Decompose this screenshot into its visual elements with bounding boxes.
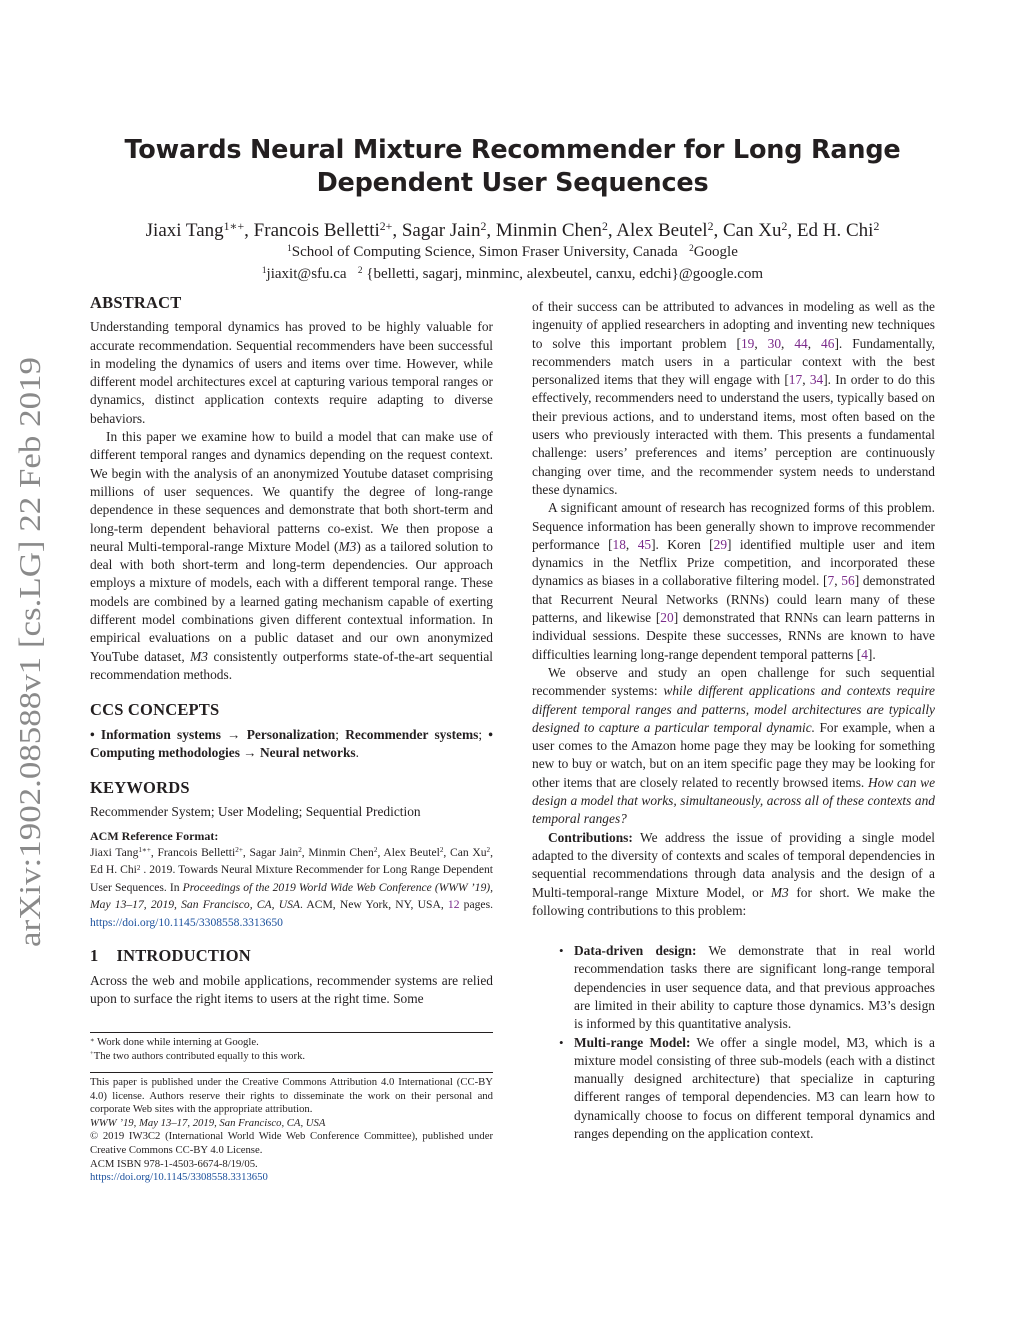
author: Francois Belletti: [253, 220, 380, 241]
citation[interactable]: 29: [713, 536, 728, 552]
license-text: This paper is published under the Creative Commons Attribution 4.0 International (CC-BY 4.0) license. Authors reserve their rights to disseminate the work on their personal and corporate Web sites with the appropriate attribution.: [90, 1076, 493, 1116]
footnotes: [90, 1036, 493, 1063]
citation[interactable]: 19: [740, 335, 755, 351]
intro-p1: Across the web and mobile applications, recommender systems are relied upon to surface the right items to users at the right time. Some: [90, 972, 493, 1006]
right-column: [532, 298, 935, 1143]
abstract-p1: Understanding temporal dynamics has proved to be highly valuable for accurate recommendation. Sequential recommenders have been successful in modeling the dynamics of users and items over time. However, while different model architectures excel at capturing various temporal ranges or dynamics, distinct application contexts require adapting to diverse behaviors.: [90, 319, 493, 426]
author-emails: $^1$jiaxit@sfu.ca $^2$ {belletti, sagarj, minminc, alexbeutel, canxu, edchi}@google.com: [261, 266, 764, 282]
contributions-paragraph: Contributions: We address the issue of providing a single model adapted to the diversity of contexts and scales of temporal dependencies in sequential recommendations through data analysis and the design of a Multi-temporal-range Mixture Model, or M3 for short. We make the following contributions to this problem:: [532, 829, 935, 918]
copyright-line: © 2019 IW3C2 (International World Wide Web Conference Committee), published under Creative Commons CC-BY 4.0 License.: [90, 1130, 493, 1156]
footnote-rule: [90, 1032, 493, 1033]
citation[interactable]: 7: [827, 573, 835, 589]
license-doi-link[interactable]: https://doi.org/10.1145/3308558.3313650: [90, 1171, 268, 1184]
citation[interactable]: 34: [809, 372, 824, 388]
pages-link[interactable]: 12: [447, 898, 460, 912]
citation[interactable]: 18: [612, 536, 626, 552]
citation[interactable]: 30: [767, 335, 782, 351]
left-column: [90, 294, 493, 1008]
paper-title: Towards Neural Mixture Recommender for Long Range Dependent User Sequences: [124, 135, 901, 198]
license-block: [90, 1076, 493, 1185]
list-item: • Data-driven design: We demonstrate that in real world recommendation tasks there are significant long-range temporal dependencies in user sequence data, and that previous approaches are limited in their ability to capture those dynamics. M3’s design is informed by this quantitative analysis.: [559, 943, 935, 1032]
citation[interactable]: 45: [637, 536, 652, 552]
footnote-1: ∗ Work done while interning at Google.: [90, 1036, 259, 1048]
acm-ref-heading: ACM Reference Format:: [90, 828, 219, 843]
author-list: Jiaxi Tang$^{1∗+}$, Francois Belletti$^{2+}$, Sagar Jain$^2$, Minmin Chen$^2$, Alex Beutel$^2$, Can Xu$^2$, Ed H. Chi$^2$: [145, 220, 880, 241]
author: Minmin Chen: [495, 220, 602, 241]
isbn-line: ACM ISBN 978-1-4503-6674-8/19/05.: [90, 1157, 258, 1170]
footnote-2: +The two authors contributed equally to this work.: [90, 1049, 306, 1062]
citation[interactable]: 4: [861, 646, 868, 662]
author: Alex Beutel: [616, 220, 708, 241]
arxiv-stamp: [2, 352, 62, 952]
ccs-concepts: • Information systems → Personalization; Recommender systems; • Computing methodologies → Neural networks.: [90, 726, 493, 760]
right-p1: of their success can be attributed to advances in modeling as well as the ingenuity of applied researchers in adopting and inventing new techniques to solve this important problem [19, 30, 44, 46]. Fundamentally, recommenders match users in a particular context with the best personalized items that they will engage with [17, 34]. In order to do this effectively, recommenders need to understand the users, typically based on their previous actions, and to understand items, most often based on the users who previously interacted with them. This presents a fundamental challenge: users’ preferences and items’ perception are continuously changing over time, and the recommender system needs to understand these dynamics.: [532, 299, 936, 497]
keywords-text: Recommender System; User Modeling; Sequential Prediction: [90, 804, 421, 820]
right-p2: A significant amount of research has recognized forms of this problem. Sequence information has been generally shown to improve recommender performance [18, 45]. Koren [29] identified multiple user and item dynamics in the Netflix Prize competition, and incorporated these dynamics as biases in a collaborative filtering model. [7, 56] demonstrated that Recurrent Neural Networks (RNNs) could learn many of these patterns, and likewise [20] demonstrated that RNNs can learn patterns in individual sessions. Despite these successes, RNNs are known to have difficulties learning long-range dependent temporal patterns [4].: [532, 500, 935, 662]
bullet-icon: •: [559, 1034, 564, 1050]
intro-heading: 1 INTRODUCTION: [90, 946, 251, 966]
citation[interactable]: 46: [821, 335, 835, 351]
abstract-heading: ABSTRACT: [90, 293, 182, 312]
list-item: • Multi-range Model: We offer a single model, M3, which is a mixture model consisting of three sub-models (each with a distinct manually designed architecture) that specialize in capturing different ranges of temporal dependencies. M3 can learn how to dynamically choose to focus on different temporal dynamics and ranges depending on the application context.: [559, 1034, 936, 1142]
right-p3: We observe and study an open challenge for such sequential recommender systems: while different applications and contexts require different temporal ranges and patterns, model architectures are typically designed to capture a particular temporal dynamic. For example, when a user comes to the Amazon home page they may be looking for something new to buy or watch, but on an item specific page they may be looking for other items that are closely related to recently browsed items. How can we design a model that works, simultaneously, across all of these contexts and temporal ranges?: [532, 664, 936, 827]
contribution-list: [532, 942, 935, 1143]
citation[interactable]: 20: [660, 610, 674, 626]
ccs-heading: CCS CONCEPTS: [90, 700, 220, 720]
citation[interactable]: 17: [788, 372, 803, 388]
license-rule: [90, 1072, 493, 1073]
arxiv-id: arXiv:1902.08588v1 [cs.LG] 22 Feb 2019: [12, 423, 47, 947]
author: Ed H. Chi: [796, 220, 874, 241]
acm-reference: Jiaxi Tang$^{1∗+}$, Francois Belletti$^{2+}$, Sagar Jain$^2$, Minmin Chen$^2$, Alex Beutel$^2$, Can Xu$^2$, Ed H. Chi$^2$ . 2019. Towards Neural Mixture Recommender for Long Range Dependent User Sequences. In Proceedings of the 2019 World Wide Web Conference (WWW ’19), May 13–17, 2019, San Francisco, CA, USA. ACM, New York, NY, USA, 12 pages. https://doi.org/10.1145/3308558.3313650: [90, 845, 493, 929]
author: Sagar Jain: [401, 220, 481, 241]
author: Can Xu: [722, 220, 782, 241]
bullet-icon: •: [559, 943, 564, 959]
affiliations: $^1$School of Computing Science, Simon Fraser University, Canada $^2$Google: [287, 244, 738, 260]
doi-link[interactable]: https://doi.org/10.1145/3308558.3313650: [90, 915, 283, 929]
citation[interactable]: 44: [794, 335, 808, 351]
keywords-heading: KEYWORDS: [90, 778, 190, 798]
author: Jiaxi Tang: [145, 220, 224, 241]
conference-line: WWW ’19, May 13–17, 2019, San Francisco, CA, USA: [90, 1116, 326, 1129]
abstract-p2: In this paper we examine how to build a model that can make use of different temporal ranges and dynamics depending on the request context. We begin with the analysis of an anonymized Youtube dataset comprising millions of user sequences. We quantify the degree of long-range dependence in these sequences and demonstrate that both short-term and long-term dependent behavioral patterns co-exist. We then propose a neural Multi-temporal-range Mixture Model (M3) as a tailored solution to deal with both short-term and long-term dependencies. Our approach employs a mixture of models, each with a different temporal range. These models are combined by a learned gating mechanism capable of exerting different model combinations given different contextual information. In empirical evaluations on a public dataset and our own anonymized YouTube dataset, M3 consistently outperforms state-of-the-art sequential recommendation methods.: [90, 429, 494, 682]
citation[interactable]: 56: [841, 573, 855, 589]
